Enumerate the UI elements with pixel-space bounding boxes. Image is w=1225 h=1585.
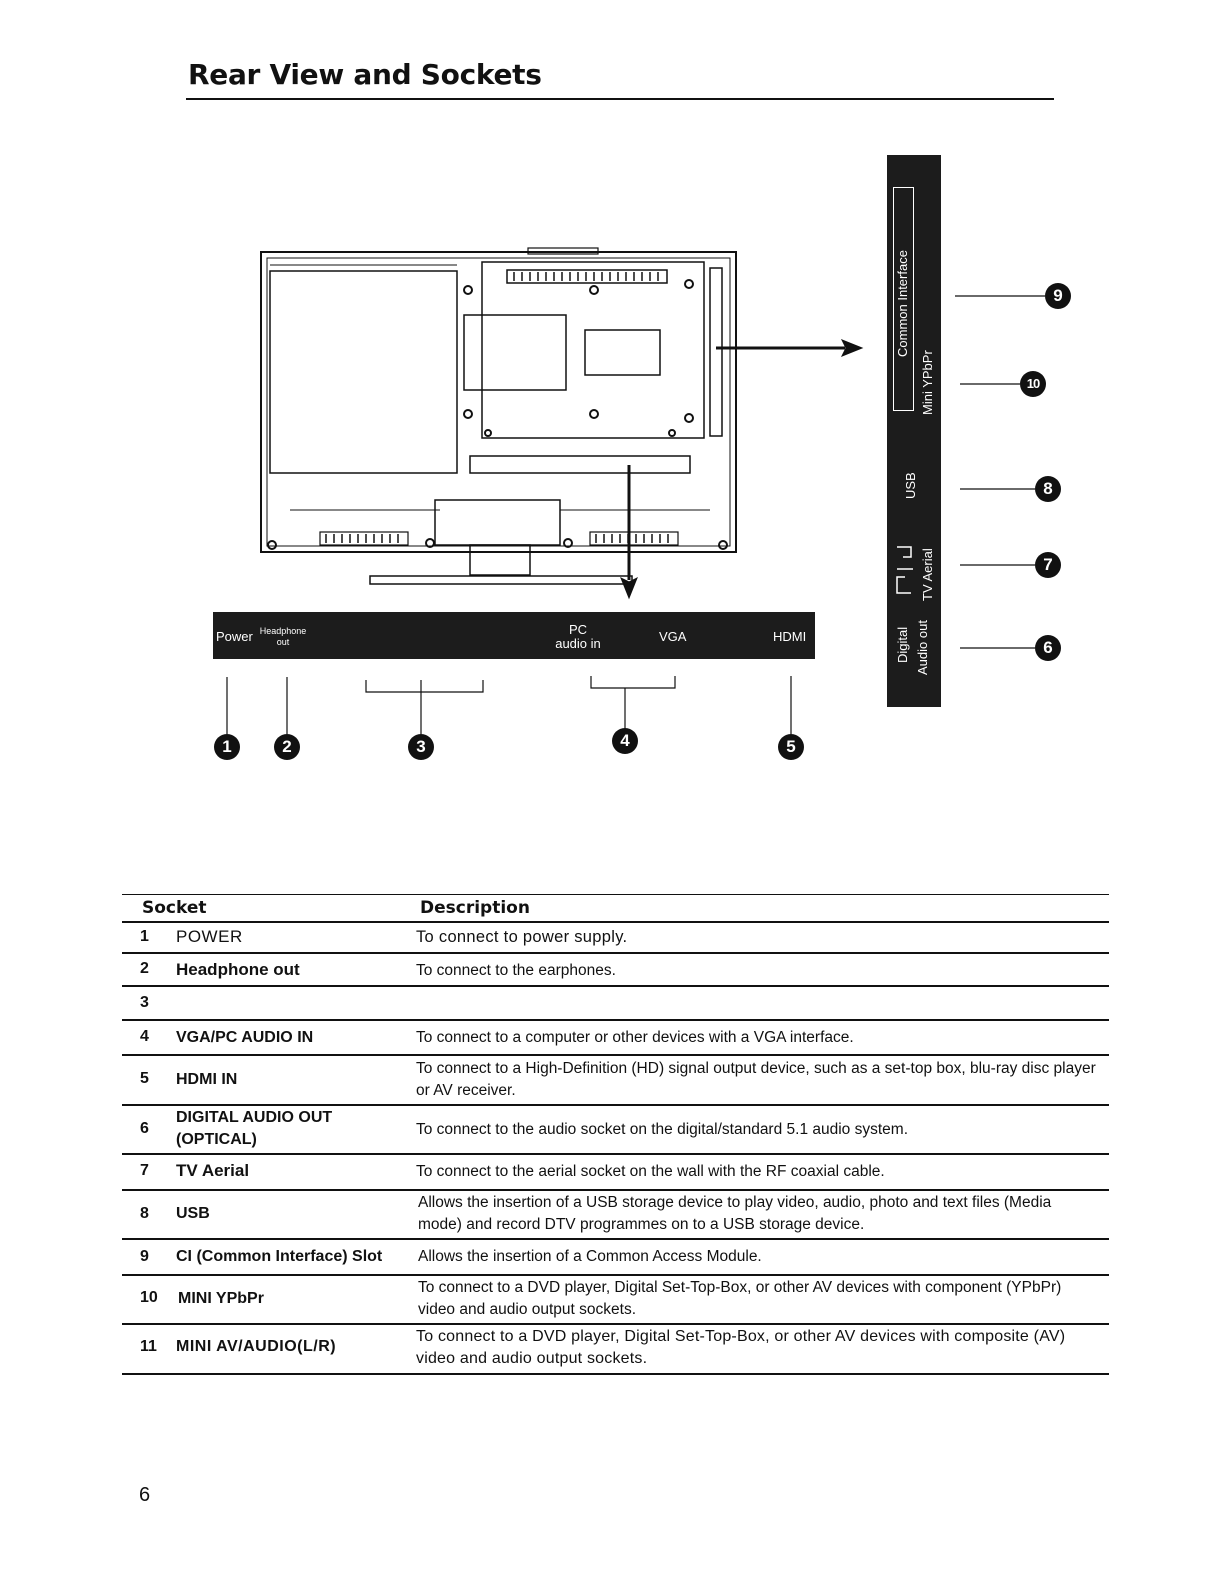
- label-common-interface: Common Interface: [895, 250, 910, 357]
- callout-7: 7: [1035, 552, 1061, 578]
- label-usb: USB: [903, 472, 918, 499]
- label-digital: Digital: [895, 626, 910, 663]
- label-pc-audio: PC audio in: [555, 622, 601, 651]
- page-number: 6: [139, 1484, 151, 1506]
- label-vga: VGA: [659, 629, 687, 644]
- callout-4: 4: [612, 728, 638, 754]
- row-socket-name: CI (Common Interface) Slot: [176, 1248, 383, 1265]
- row-number: 11: [140, 1338, 157, 1355]
- row-description: Allows the insertion of a Common Access Module.: [418, 1248, 762, 1265]
- connector-strip: [470, 456, 690, 473]
- row-socket-name: TV Aerial: [176, 1161, 250, 1180]
- table-row: [122, 1056, 1109, 1106]
- table-row: [122, 923, 1109, 954]
- row-description: To connect to the audio socket on the digital/standard 5.1 audio system.: [416, 1121, 909, 1138]
- callout-2: 2: [274, 734, 300, 760]
- label-tv-aerial: TV Aerial: [920, 548, 935, 601]
- row-socket-name: DIGITAL AUDIO OUT (OPTICAL): [176, 1109, 333, 1148]
- row-description: To connect to power supply.: [416, 928, 628, 946]
- row-number: 6: [140, 1120, 149, 1137]
- row-socket-name: VGA/PC AUDIO IN: [176, 1029, 314, 1046]
- table-row: [122, 1276, 1109, 1325]
- label-power: Power: [216, 629, 253, 644]
- row-number: 1: [140, 928, 149, 945]
- row-number: 10: [140, 1289, 158, 1306]
- callout-8: 8: [1035, 476, 1061, 502]
- stand-neck: [470, 545, 530, 575]
- table-row: [122, 1240, 1109, 1276]
- row-number: 2: [140, 960, 149, 977]
- row-number: 4: [140, 1028, 149, 1045]
- row-number: 8: [140, 1205, 149, 1222]
- row-socket-name: HDMI IN: [176, 1071, 238, 1088]
- callout-9: 9: [1045, 283, 1071, 309]
- row-description: Allows the insertion of a USB storage device to play video, audio, photo and text files (Media mode) and record DTV programmes on to a USB storage device.: [418, 1194, 1052, 1233]
- callout-6: 6: [1035, 635, 1061, 661]
- label-hdmi: HDMI: [773, 629, 807, 644]
- header-description: Description: [420, 898, 530, 918]
- row-socket-name: POWER: [176, 927, 243, 946]
- rear-cover-panel: [270, 271, 457, 473]
- row-description: To connect to a computer or other devices with a VGA interface.: [416, 1029, 854, 1046]
- aerial-optical-icon: [893, 545, 917, 595]
- table-row: [122, 1021, 1109, 1056]
- row-socket-name: MINI YPbPr: [178, 1290, 264, 1307]
- callout-3: 3: [408, 734, 434, 760]
- socket-table: [122, 894, 1109, 1375]
- row-description: To connect to a High-Definition (HD) signal output device, such as a set-top box, blu-ray disc player or AV receiver.: [416, 1060, 1096, 1099]
- callout-1: 1: [214, 734, 240, 760]
- row-number: 5: [140, 1070, 149, 1087]
- label-mini-ypbpr: Mini YPbPr: [920, 350, 935, 415]
- label-headphone: Headphone out: [259, 626, 307, 647]
- bottom-socket-bar: [213, 612, 815, 659]
- table-row: [122, 1325, 1109, 1375]
- stand-base: [370, 576, 632, 584]
- tv-body-outline: [261, 252, 736, 552]
- row-description: To connect to a DVD player, Digital Set-Top-Box, or other AV devices with composite (AV) video and audio output sockets.: [416, 1328, 1066, 1367]
- page-heading: Rear View and Sockets: [188, 58, 542, 91]
- callout-5: 5: [778, 734, 804, 760]
- table-row: [122, 954, 1109, 987]
- header-socket: Socket: [142, 898, 207, 918]
- row-description: To connect to a DVD player, Digital Set-Top-Box, or other AV devices with component (YPbPr) video and audio output sockets.: [418, 1279, 1062, 1318]
- row-number: 7: [140, 1162, 149, 1179]
- table-row: [122, 987, 1109, 1021]
- table-row: [122, 1191, 1109, 1240]
- row-socket-name: MINI AV/AUDIO(L/R): [176, 1338, 337, 1355]
- label-audio-out: Audio out: [915, 620, 930, 675]
- row-socket-name: USB: [176, 1205, 210, 1222]
- row-socket-name: Headphone out: [176, 960, 300, 979]
- main-board: [482, 262, 704, 438]
- row-description: To connect to the aerial socket on the wall with the RF coaxial cable.: [416, 1163, 885, 1180]
- table-header: [122, 894, 1109, 923]
- row-number: 9: [140, 1248, 149, 1265]
- top-vent: [507, 270, 667, 283]
- side-socket-panel: [887, 155, 941, 707]
- callout-10: 10: [1020, 371, 1046, 397]
- row-number: 3: [140, 994, 149, 1011]
- table-row: [122, 1155, 1109, 1191]
- table-row: [122, 1106, 1109, 1155]
- row-description: To connect to the earphones.: [416, 962, 616, 979]
